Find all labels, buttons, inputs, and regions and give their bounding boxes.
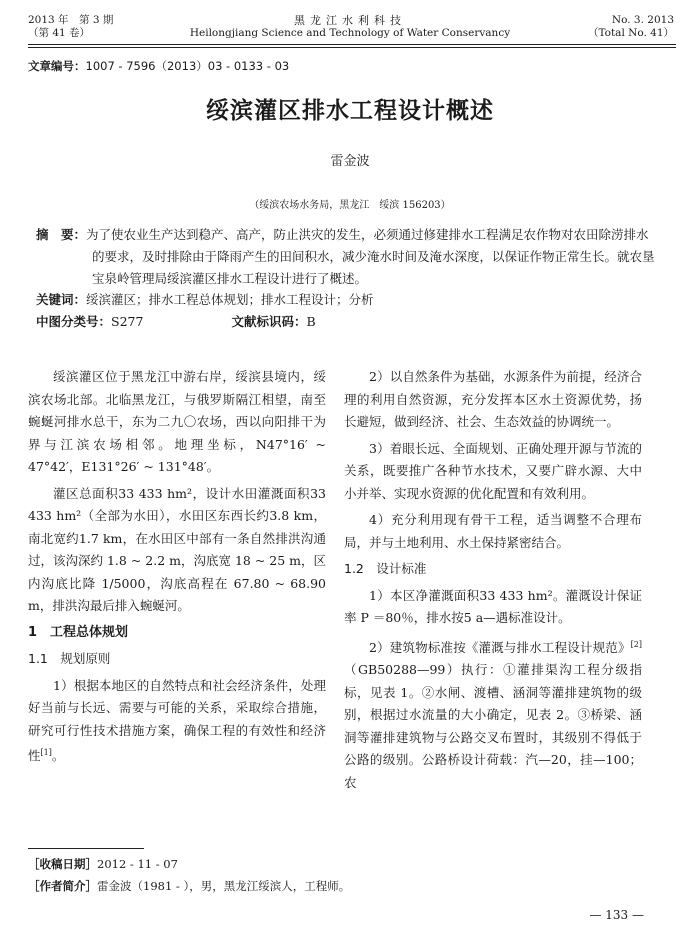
subsection-heading: 1.1 规划原则 [28, 651, 111, 666]
author-bio-value: 雷金波（1981 - ），男，黑龙江绥滨人，工程师。 [97, 879, 351, 893]
author-affiliation: （绥滨农场水务局，黑龙江 绥滨 156203） [249, 200, 451, 211]
paper-author: 雷金波 [330, 154, 370, 169]
page-number: — 133 — [589, 908, 644, 922]
received-date [28, 856, 178, 872]
paragraph: 2）以自然条件为基础，水源条件为前提，经济合理的利用自然资源，充分发挥本区水土资源优势，扬长避短，做到经济、社会、生态效益的协调统一。 [344, 369, 642, 429]
keywords-text: 绥滨灌区；排水工程总体规划；排水工程设计；分析 [86, 292, 374, 307]
keywords-label: 关键词： [36, 292, 87, 307]
header-rule-top [28, 44, 676, 45]
abstract-label: 摘 要： [36, 227, 87, 242]
paragraph [344, 634, 642, 795]
doc-code-value: B [306, 314, 316, 329]
journal-name-cn: 黑龙江水利科技 [294, 14, 406, 27]
issue-year: 2013 年 第 3 期 [28, 14, 114, 26]
received-value: 2012 - 11 - 07 [97, 857, 178, 871]
abstract [36, 224, 660, 290]
section-heading: 1 工程总体规划 [28, 624, 129, 640]
body-column-right [344, 366, 642, 794]
paragraph: 灌区总面积33 433 hm²，设计水田灌溉面积33 433 hm²（全部为水田），水田区东西长约3.8 km，南北宽约1.7 km，在水田区中部有一条自然排洪沟通过，该沟深约 1.8 ~ 2.2 m，沟底宽 18 ~ 25 m，区内沟底比降 1/5000，沟底高程在 67.80 ~ 68.90 m，排洪沟最后排入蜿蜒河。 [28, 485, 327, 613]
paragraph: 1）本区净灌溉面积33 433 hm²。灌溉设计保证率 P ＝80％，排水按5 a—遇标准设计。 [344, 587, 642, 625]
footnote-rule [28, 848, 144, 849]
journal-number-info [588, 14, 674, 40]
author-bio [28, 878, 350, 894]
citation-ref: [1] [40, 748, 52, 757]
received-label: ［收稿日期］ [28, 857, 97, 871]
paragraph [28, 675, 326, 768]
paper-title: 绥滨灌区排水工程设计概述 [206, 98, 494, 124]
citation-ref: [2] [630, 639, 642, 649]
article-number [28, 58, 289, 74]
total-number: （Total No. 41） [587, 27, 674, 39]
paragraph-end: 。 [51, 748, 65, 764]
header-rule-bottom [28, 47, 676, 48]
clc-value: S277 [111, 314, 144, 329]
abstract-text: 为了使农业生产达到稳产、高产，防止洪灾的发生，必须通过修建排水工程满足农作物对农田除涝排水的要求，及时排除由于降雨产生的田间积水，减少淹水时间及淹水深度，以保证作物正常生长。就农垦宝泉岭管理局绥滨灌区排水工程设计进行了概述。 [86, 227, 655, 286]
issue-number: No. 3. 2013 [611, 14, 674, 26]
paragraph-text: （GB50288—99）执行：①灌排渠沟工程分级指标，见表 1。②水闸、渡槽、涵洞等灌排建筑物的级别，根据过水流量的大小确定，见表 2。③桥梁、涵洞等灌排建筑物与公路交叉布置时，其级别不得低于公路的级别。公路桥设计荷载：汽—20，挂—100；农 [344, 662, 642, 790]
author-bio-label: ［作者简介］ [28, 879, 97, 893]
doc-code-label: 文献标识码： [231, 314, 307, 329]
paragraph: 4）充分利用现有骨干工程，适当调整不合理布局，并与土地利用、水土保持紧密结合。 [344, 512, 642, 550]
classification-line [36, 312, 636, 330]
article-number-value: 1007 - 7596（2013）03 - 0133 - 03 [85, 59, 290, 73]
paragraph-text: 2）建筑物标准按《灌溉与排水工程设计规范》 [369, 639, 631, 655]
clc-label: 中图分类号： [36, 314, 112, 329]
article-number-label: 文章编号： [28, 59, 86, 73]
paragraph: 绥滨灌区位于黑龙江中游右岸，绥滨县境内，绥滨农场北部。北临黑龙江，与俄罗斯隔江相望，南至蜿蜒河排水总干，东为二九〇农场，西以向阳排干为界与江滨农场相邻。地理坐标，N47°16′ ~ 47°42′，E131°26′ ~ 131°48′。 [28, 369, 326, 474]
body-column-left [28, 366, 326, 768]
paragraph-text: 1）根据本地区的自然特点和社会经济条件，处理好当前与长远、需要与可能的关系，采取综合措施，研究可行性技术措施方案，确保工程的有效性和经济性 [28, 677, 326, 764]
issue-volume: （第 41 卷） [28, 27, 91, 39]
subsection-heading: 1.2 设计标准 [344, 561, 427, 576]
paragraph: 3）着眼长远、全面规划、正确处理开源与节流的关系，既要推广各种节水技术，又要广辟水源、大中小并举、实现水资源的优化配置和有效利用。 [344, 440, 642, 501]
journal-name-en: Heilongjiang Science and Technology of Water Conservancy [189, 27, 511, 39]
keywords [36, 290, 374, 308]
